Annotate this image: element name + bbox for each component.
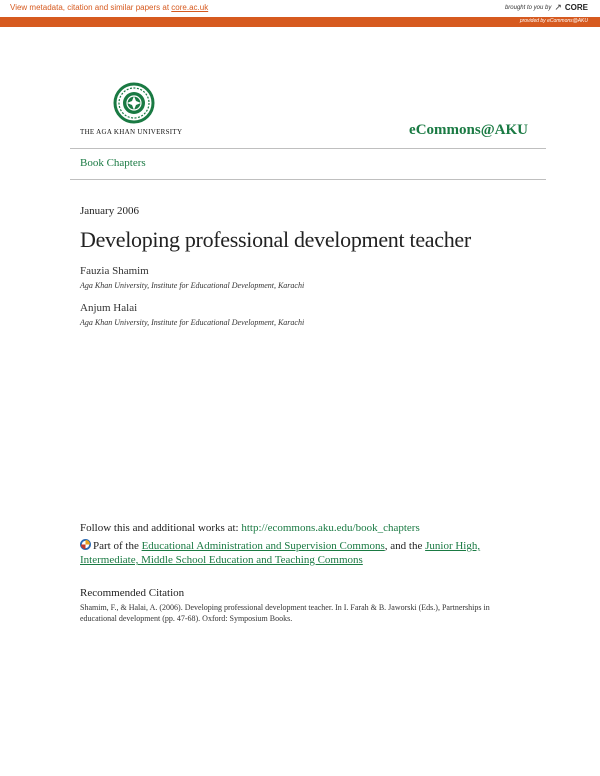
core-logo[interactable]: CORE xyxy=(564,3,588,12)
provided-by-text: provided by eCommons@AKU xyxy=(519,18,588,24)
commons-link-junior-high[interactable]: Junior High, Intermediate, Middle School Education and Teaching Commons xyxy=(80,540,481,566)
core-link-prefix: View metadata, citation and similar papers at xyxy=(10,3,172,12)
core-metadata-link[interactable] xyxy=(10,3,208,12)
core-banner xyxy=(0,0,600,17)
part-of-prefix: Part of the xyxy=(93,540,142,552)
citation-text: Shamim, F., & Halai, A. (2006). Developing professional development teacher. In I. Farah & B. Jaworski (Eds.), Partnerships in educational development (pp. 47-68). Oxford: Symposium Books. xyxy=(80,603,490,623)
institution-name: THE AGA KHAN UNIVERSITY xyxy=(80,128,183,136)
divider-bottom xyxy=(70,179,546,180)
citation-heading: Recommended Citation xyxy=(80,587,185,599)
collection-url-link[interactable]: http://ecommons.aku.edu/book_chapters xyxy=(241,522,420,534)
collection-link[interactable]: Book Chapters xyxy=(80,157,146,169)
author-affiliation: Aga Khan University, Institute for Educational Development, Karachi xyxy=(80,318,305,327)
publication-date: January 2006 xyxy=(80,205,139,217)
core-arrow-icon: ↗ xyxy=(554,2,562,12)
aku-logo xyxy=(80,82,192,138)
part-of-middle: , and the xyxy=(384,540,426,552)
repository-title[interactable]: eCommons@AKU xyxy=(409,122,528,138)
author-name: Fauzia Shamim xyxy=(80,265,149,277)
follow-line xyxy=(80,522,420,534)
author-affiliation: Aga Khan University, Institute for Educational Development, Karachi xyxy=(80,281,305,290)
provided-by-bar xyxy=(0,17,600,27)
network-icon xyxy=(80,539,91,550)
brought-by-text: brought to you by xyxy=(504,4,552,11)
paper-title: Developing professional development teacher xyxy=(80,227,471,252)
author-name: Anjum Halai xyxy=(80,302,138,314)
aku-seal-icon xyxy=(113,82,155,124)
core-link-domain[interactable]: core.ac.uk xyxy=(171,3,209,12)
core-brought-by xyxy=(505,2,588,13)
follow-label: Follow this and additional works at: xyxy=(80,522,242,534)
commons-link-educational-administration[interactable]: Educational Administration and Supervision Commons xyxy=(141,540,385,552)
part-of-commons xyxy=(80,539,500,567)
divider-top xyxy=(70,148,546,149)
